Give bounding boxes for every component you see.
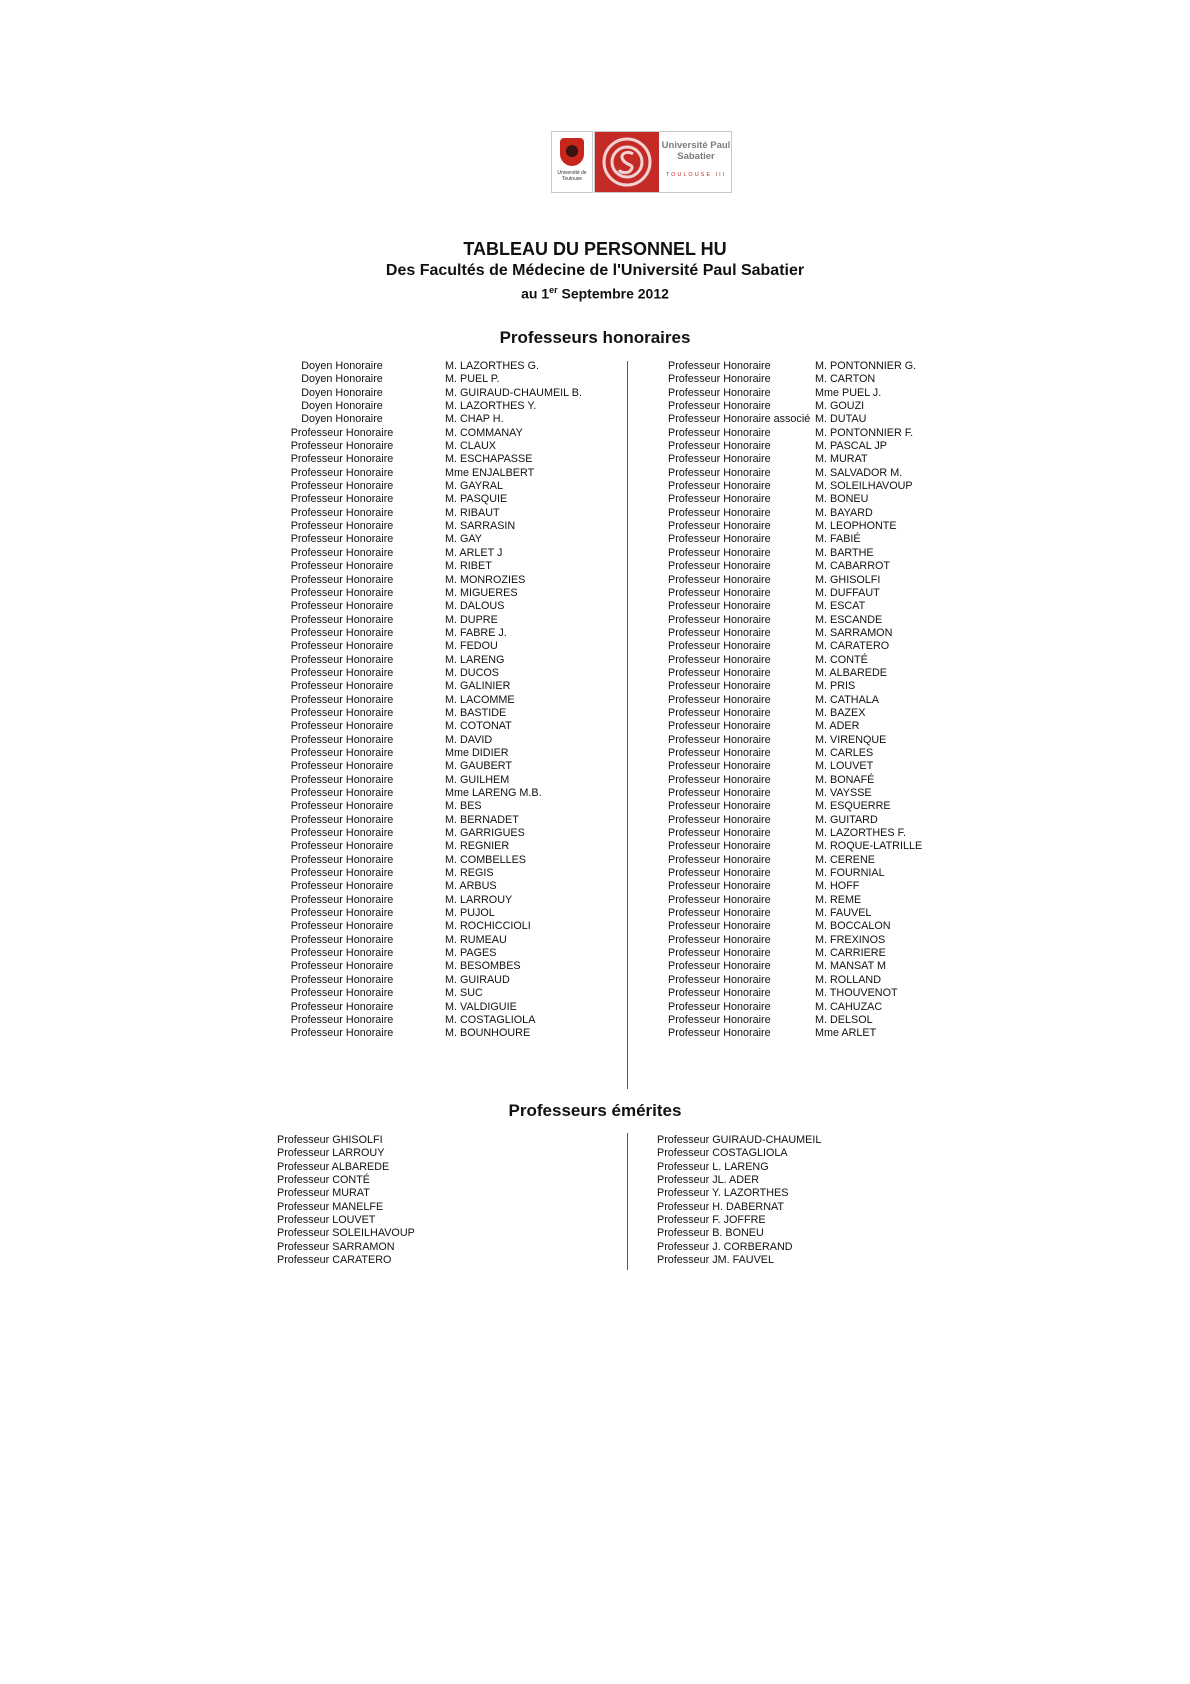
emerites-right-list — [657, 1134, 821, 1267]
list-item: Professeur Honoraire — [290, 773, 394, 786]
logo-emblem — [595, 132, 659, 192]
list-item: Professeur Honoraire — [290, 907, 394, 920]
list-item: Professeur Honoraire — [668, 933, 771, 946]
section-heading-honoraires: Professeurs honoraires — [499, 328, 691, 347]
list-item: M. DUFFAUT — [815, 586, 880, 599]
list-item: M. RUMEAU — [445, 933, 507, 946]
universite-de-toulouse-logo — [551, 131, 593, 193]
list-item: M. GALINIER — [445, 680, 511, 693]
list-item: Mme ENJALBERT — [445, 466, 535, 479]
list-item: Professeur Honoraire — [668, 426, 771, 439]
list-item: M. ROQUE-LATRILLE — [815, 840, 923, 853]
list-item: M. BESOMBES — [445, 960, 521, 973]
list-item: Professeur SARRAMON — [277, 1240, 395, 1253]
list-item: Professeur Honoraire — [668, 893, 771, 906]
list-item: M. CHAP H. — [445, 413, 504, 426]
list-item: M. CLAUX — [445, 440, 496, 453]
list-item: Professeur Honoraire — [668, 533, 771, 546]
list-item: Professeur Honoraire — [290, 960, 394, 973]
list-item: Professeur Honoraire — [290, 493, 394, 506]
list-item: Professeur Honoraire — [290, 506, 394, 519]
list-item: M. MONROZIES — [445, 573, 526, 586]
list-item: M. VALDIGUIE — [445, 1000, 517, 1013]
list-item: M. LAZORTHES F. — [815, 827, 906, 840]
list-item: Professeur Honoraire — [668, 720, 771, 733]
list-item: Professeur Honoraire associé — [668, 413, 811, 426]
list-item: M. HOFF — [815, 880, 860, 893]
list-item: Professeur Honoraire — [668, 880, 771, 893]
list-item: M. VAYSSE — [815, 787, 872, 799]
list-item: Professeur Honoraire — [290, 693, 394, 706]
list-item: M. GHISOLFI — [815, 573, 881, 586]
list-item: M. GOUZI — [815, 400, 865, 413]
list-item: Professeur Honoraire — [668, 360, 771, 372]
list-item: Professeur Honoraire — [290, 1000, 394, 1013]
list-item: Professeur Honoraire — [668, 1027, 771, 1040]
page-date — [0, 285, 1190, 302]
list-item: Professeur Honoraire — [668, 400, 771, 413]
list-item: M. THOUVENOT — [815, 987, 898, 1000]
list-item: M. COTONAT — [445, 720, 512, 733]
list-item: M. CAHUZAC — [815, 1000, 883, 1013]
list-item: M. ARBUS — [445, 880, 497, 893]
list-item: M. PAGES — [445, 947, 497, 960]
list-item: M. BOCCALON — [815, 920, 891, 933]
list-item: Professeur Honoraire — [668, 973, 771, 986]
list-item: Professeur GHISOLFI — [277, 1134, 383, 1146]
list-item: Professeur Honoraire — [290, 760, 394, 773]
list-item: Professeur Honoraire — [290, 640, 394, 653]
list-item: M. PUJOL — [445, 907, 495, 920]
list-item: Doyen Honoraire — [301, 386, 383, 399]
list-item: Professeur Honoraire — [290, 626, 394, 639]
list-item: Professeur Honoraire — [668, 706, 771, 719]
list-item: M. CATHALA — [815, 693, 879, 706]
list-item: Professeur Honoraire — [290, 466, 394, 479]
list-item: M. FREXINOS — [815, 933, 886, 946]
list-item: M. DUCOS — [445, 666, 499, 679]
list-item: M. FEDOU — [445, 640, 498, 653]
list-item: Professeur Honoraire — [668, 987, 771, 1000]
list-item: Professeur Honoraire — [290, 680, 394, 693]
date-suffix: Septembre 2012 — [557, 285, 669, 302]
list-item: M. LOUVET — [815, 760, 874, 773]
list-item: M. LARENG — [445, 653, 505, 666]
list-item: Professeur Honoraire — [668, 653, 771, 666]
page-subtitle: Des Facultés de Médecine de l'Université Paul Sabatier — [385, 262, 805, 279]
list-item: Professeur Honoraire — [668, 733, 771, 746]
column-divider — [627, 361, 628, 1089]
list-item: M. LAZORTHES Y. — [445, 400, 537, 413]
list-item: Doyen Honoraire — [301, 400, 383, 413]
list-item: M. SUC — [445, 987, 483, 1000]
list-item: Professeur Honoraire — [290, 426, 394, 439]
list-item: M. ESCHAPASSE — [445, 453, 533, 466]
list-item: Professeur Honoraire — [290, 586, 394, 599]
list-item: Professeur Honoraire — [668, 746, 771, 759]
list-item: Professeur L. LARENG — [657, 1160, 769, 1173]
list-item: Professeur Honoraire — [290, 720, 394, 733]
list-item: Doyen Honoraire — [301, 413, 383, 426]
paul-sabatier-logo — [594, 131, 732, 193]
list-item: Professeur Honoraire — [290, 613, 394, 626]
honoraires-right-roles — [668, 360, 810, 1041]
list-item: M. PUEL P. — [445, 373, 500, 386]
list-item: M. DAVID — [445, 733, 493, 746]
list-item: Professeur Honoraire — [290, 1013, 394, 1026]
list-item: M. BONAFÉ — [815, 773, 875, 786]
list-item: M. CARLES — [815, 746, 874, 759]
list-item: M. VIRENQUE — [815, 733, 887, 746]
list-item: M. MANSAT M — [815, 960, 886, 973]
honoraires-left-names — [445, 360, 582, 1041]
list-item: M. REME — [815, 893, 862, 906]
list-item: Professeur Honoraire — [668, 867, 771, 880]
list-item: Professeur Honoraire — [668, 586, 771, 599]
list-item: Professeur Honoraire — [668, 626, 771, 639]
list-item: Professeur J. CORBERAND — [657, 1240, 793, 1253]
list-item: Professeur Honoraire — [290, 600, 394, 613]
list-item: M. GUIRAUD — [445, 973, 510, 986]
list-item: Professeur Honoraire — [290, 706, 394, 719]
list-item: M. FAUVEL — [815, 907, 872, 920]
list-item: M. PASQUIE — [445, 493, 508, 506]
list-item: M. BAZEX — [815, 706, 866, 719]
list-item: Professeur JM. FAUVEL — [657, 1254, 775, 1267]
list-item: M. ESCANDE — [815, 613, 883, 626]
list-item: Professeur Honoraire — [290, 893, 394, 906]
list-item: Professeur Honoraire — [668, 853, 771, 866]
list-item: Professeur Honoraire — [290, 653, 394, 666]
list-item: M. REGIS — [445, 867, 494, 880]
list-item: M. MIGUERES — [445, 586, 518, 599]
list-item: Professeur H. DABERNAT — [657, 1200, 784, 1213]
list-item: M. CARATERO — [815, 640, 890, 653]
list-item: Professeur Honoraire — [668, 506, 771, 519]
list-item: Professeur Honoraire — [668, 640, 771, 653]
list-item: M. LARROUY — [445, 893, 513, 906]
list-item: Professeur Honoraire — [290, 480, 394, 493]
list-item: M. CARTON — [815, 373, 876, 386]
list-item: Professeur Honoraire — [668, 613, 771, 626]
list-item: Professeur Honoraire — [290, 560, 394, 573]
list-item: Professeur Honoraire — [290, 666, 394, 679]
list-item: M. COMBELLES — [445, 853, 526, 866]
list-item: M. PRIS — [815, 680, 856, 693]
list-item: Professeur GUIRAUD-CHAUMEIL — [657, 1134, 822, 1146]
list-item: M. ESQUERRE — [815, 800, 891, 813]
list-item: Professeur Honoraire — [290, 933, 394, 946]
list-item: Professeur LARROUY — [277, 1147, 385, 1160]
list-item: Professeur Honoraire — [290, 880, 394, 893]
list-item: Professeur Honoraire — [668, 827, 771, 840]
list-item: Professeur Honoraire — [668, 693, 771, 706]
list-item: M. BAYARD — [815, 506, 873, 519]
list-item: Professeur F. JOFFRE — [657, 1214, 766, 1227]
list-item: M. GAUBERT — [445, 760, 512, 773]
list-item: M. SALVADOR M. — [815, 466, 903, 479]
list-item: Professeur Honoraire — [668, 600, 771, 613]
list-item: M. FABIÉ — [815, 533, 861, 546]
list-item: M. ESCAT — [815, 600, 866, 613]
honoraires-left-roles — [282, 360, 402, 1041]
list-item: Professeur Honoraire — [668, 466, 771, 479]
list-item: M. GUITARD — [815, 813, 878, 826]
list-item: Professeur Honoraire — [290, 746, 394, 759]
list-item: Professeur Honoraire — [668, 787, 771, 799]
column-divider — [627, 1133, 628, 1270]
emerites-left-list — [277, 1134, 415, 1267]
list-item: M. ARLET J — [445, 546, 503, 559]
list-item: Professeur Honoraire — [668, 373, 771, 386]
list-item: M. DELSOL — [815, 1013, 873, 1026]
list-item: Professeur Honoraire — [668, 520, 771, 533]
list-item: Professeur Honoraire — [668, 773, 771, 786]
list-item: Professeur ALBAREDE — [277, 1160, 390, 1173]
list-item: M. FOURNIAL — [815, 867, 885, 880]
list-item: M. PONTONNIER G. — [815, 360, 917, 372]
list-item: Professeur Honoraire — [290, 533, 394, 546]
sabatier-emblem-icon — [601, 136, 653, 188]
list-item: Professeur JL. ADER — [657, 1174, 760, 1187]
list-item: Professeur Honoraire — [290, 573, 394, 586]
list-item: M. BERNADET — [445, 813, 519, 826]
list-item: M. PASCAL JP — [815, 440, 887, 453]
date-prefix: au 1 — [521, 285, 550, 302]
list-item: M. BES — [445, 800, 482, 813]
list-item: M. DALOUS — [445, 600, 505, 613]
list-item: Professeur SOLEILHAVOUP — [277, 1227, 415, 1240]
list-item: Professeur Honoraire — [668, 386, 771, 399]
list-item: M. BASTIDE — [445, 706, 507, 719]
list-item: M. CARRIERE — [815, 947, 886, 960]
list-item: Professeur Honoraire — [290, 800, 394, 813]
list-item: Professeur Honoraire — [290, 440, 394, 453]
list-item: M. BARTHE — [815, 546, 874, 559]
list-item: M. DUPRE — [445, 613, 498, 626]
list-item: Professeur Honoraire — [290, 947, 394, 960]
list-item: Professeur MURAT — [277, 1187, 370, 1200]
list-item: M. ROCHICCIOLI — [445, 920, 531, 933]
list-item: Professeur Honoraire — [668, 666, 771, 679]
list-item: M. SOLEILHAVOUP — [815, 480, 913, 493]
list-item: Professeur CONTÉ — [277, 1174, 370, 1187]
university-name: Université Paul Sabatier — [661, 140, 731, 162]
list-item: Professeur Honoraire — [668, 760, 771, 773]
list-item: Professeur Honoraire — [290, 827, 394, 840]
list-item: M. GUILHEM — [445, 773, 510, 786]
list-item: Professeur Honoraire — [290, 546, 394, 559]
list-item: M. RIBET — [445, 560, 492, 573]
list-item: M. DUTAU — [815, 413, 867, 426]
page-title: TABLEAU DU PERSONNEL HU — [463, 239, 727, 259]
list-item: Professeur Honoraire — [668, 573, 771, 586]
list-item: M. GAY — [445, 533, 482, 546]
list-item: Professeur Honoraire — [668, 560, 771, 573]
university-city: TOULOUSE III — [665, 172, 727, 178]
list-item: M. ALBAREDE — [815, 666, 888, 679]
list-item: Professeur Honoraire — [290, 520, 394, 533]
list-item: Doyen Honoraire — [301, 360, 383, 372]
list-item: Professeur Y. LAZORTHES — [657, 1187, 789, 1200]
list-item: Mme LARENG M.B. — [445, 787, 542, 799]
list-item: Professeur Honoraire — [668, 493, 771, 506]
list-item: Professeur Honoraire — [290, 1027, 394, 1040]
list-item: Professeur Honoraire — [290, 840, 394, 853]
list-item: M. PONTONNIER F. — [815, 426, 914, 439]
list-item: Professeur Honoraire — [290, 787, 394, 799]
list-item: Professeur Honoraire — [668, 813, 771, 826]
list-item: Professeur Honoraire — [668, 840, 771, 853]
list-item: M. LAZORTHES G. — [445, 360, 539, 372]
date-superscript: er — [549, 285, 558, 295]
list-item: M. SARRASIN — [445, 520, 516, 533]
list-item: Professeur Honoraire — [290, 973, 394, 986]
list-item: M. LEOPHONTE — [815, 520, 897, 533]
list-item: M. GAYRAL — [445, 480, 503, 493]
list-item: Professeur COSTAGLIOLA — [657, 1147, 788, 1160]
list-item: Professeur B. BONEU — [657, 1227, 764, 1240]
list-item: Professeur Honoraire — [668, 800, 771, 813]
list-item: Professeur Honoraire — [668, 947, 771, 960]
section-heading-emerites: Professeurs émérites — [508, 1101, 682, 1120]
list-item: M. REGNIER — [445, 840, 510, 853]
list-item: Professeur Honoraire — [668, 546, 771, 559]
list-item: M. BOUNHOURE — [445, 1027, 531, 1040]
list-item: M. ADER — [815, 720, 860, 733]
list-item: M. BONEU — [815, 493, 869, 506]
list-item: M. CERENE — [815, 853, 875, 866]
small-logo-text: Université de Toulouse — [557, 170, 587, 182]
list-item: Professeur Honoraire — [290, 867, 394, 880]
list-item: M. ROLLAND — [815, 973, 881, 986]
list-item: Professeur LOUVET — [277, 1214, 376, 1227]
list-item: Professeur Honoraire — [668, 453, 771, 466]
list-item: M. RIBAUT — [445, 506, 500, 519]
list-item: Professeur Honoraire — [668, 680, 771, 693]
list-item: Professeur Honoraire — [668, 480, 771, 493]
list-item: Professeur Honoraire — [668, 1000, 771, 1013]
list-item: Professeur MANELFE — [277, 1200, 384, 1213]
list-item: Professeur Honoraire — [668, 920, 771, 933]
list-item: Professeur Honoraire — [668, 440, 771, 453]
list-item: Doyen Honoraire — [301, 373, 383, 386]
list-item: Professeur Honoraire — [290, 920, 394, 933]
list-item: Professeur Honoraire — [290, 453, 394, 466]
list-item: Professeur Honoraire — [668, 907, 771, 920]
list-item: Mme ARLET — [815, 1027, 877, 1040]
list-item: M. SARRAMON — [815, 626, 893, 639]
list-item: M. GUIRAUD-CHAUMEIL B. — [445, 386, 582, 399]
list-item: Professeur Honoraire — [290, 987, 394, 1000]
list-item: M. CONTÉ — [815, 653, 868, 666]
honoraires-right-names — [815, 360, 922, 1041]
list-item: M. FABRE J. — [445, 626, 507, 639]
list-item: M. COMMANAY — [445, 426, 523, 439]
list-item: M. GARRIGUES — [445, 827, 525, 840]
list-item: M. MURAT — [815, 453, 868, 466]
list-item: Professeur Honoraire — [290, 733, 394, 746]
list-item: Mme DIDIER — [445, 746, 509, 759]
list-item: M. CABARROT — [815, 560, 890, 573]
crest-icon — [560, 138, 584, 166]
list-item: Professeur Honoraire — [290, 813, 394, 826]
list-item: Professeur Honoraire — [668, 960, 771, 973]
list-item: M. LACOMME — [445, 693, 515, 706]
list-item: Professeur Honoraire — [290, 853, 394, 866]
list-item: M. COSTAGLIOLA — [445, 1013, 536, 1026]
list-item: Professeur Honoraire — [668, 1013, 771, 1026]
list-item: Mme PUEL J. — [815, 386, 882, 399]
list-item: Professeur CARATERO — [277, 1254, 392, 1267]
